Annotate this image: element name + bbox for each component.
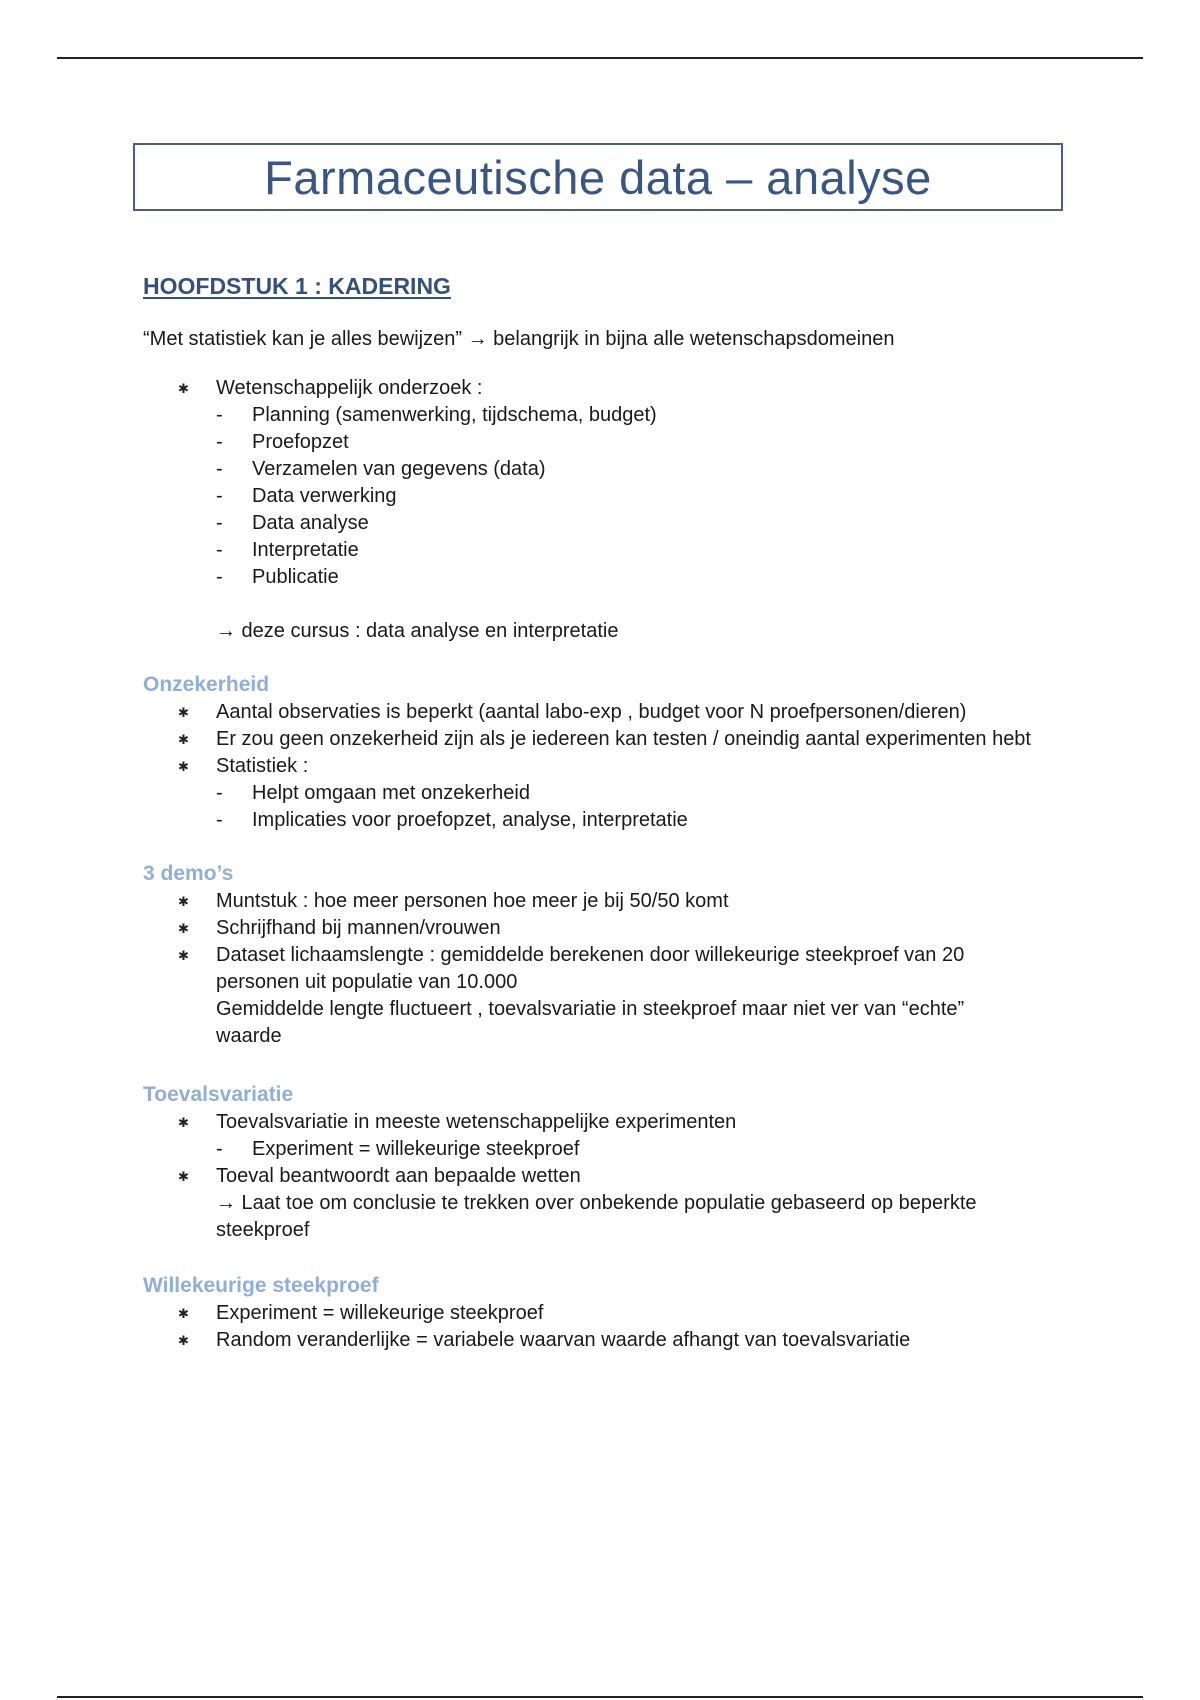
list-item [143,375,1073,591]
list-item [143,1109,1073,1163]
document-body [143,268,1073,1354]
list-item: - Data verwerking [216,483,1073,510]
demo-line: ✱ Dataset lichaamslengte : gemiddelde berekenen door willekeurige steekproef van 20 [216,944,965,966]
toeval-line: steekproef [216,1219,310,1241]
intro-text: “Met statistiek kan je alles bewijzen” → belangrijk in bijna alle wetenschapsdomeinen [143,328,895,350]
list-item: - Planning (samenwerking, tijdschema, budget) [216,402,1073,429]
page-top-rule [57,57,1143,59]
list-item: ✱ Schrijfhand bij mannen/vrouwen [143,915,1073,942]
research-list [143,375,1073,591]
section-heading-willekeurige-steekproef: Willekeurige steekproef [143,1274,379,1297]
list-item: ✱ Muntstuk : hoe meer personen hoe meer je bij 50/50 komt [143,888,1073,915]
section-heading-onzekerheid: Onzekerheid [143,673,270,696]
list-item: - Verzamelen van gegevens (data) [216,456,1073,483]
chapter-heading: HOOFDSTUK 1 : KADERING [143,273,451,299]
section-heading-toevalsvariatie: Toevalsvariatie [143,1083,294,1106]
list-item: - Proefopzet [216,429,1073,456]
document-title: Farmaceutische data – analyse [264,150,932,204]
list-item: ✱ Er zou geen onzekerheid zijn als je iedereen kan testen / oneindig aantal experimenten hebt [143,726,1073,753]
toeval-line: → Laat toe om conclusie te trekken over onbekende populatie gebaseerd op beperkte [216,1192,977,1214]
toeval-list [143,1109,1073,1244]
research-steps [216,402,1073,591]
list-item: - Implicaties voor proefopzet, analyse, interpretatie [216,807,1073,834]
list-item: ✱ Aantal observaties is beperkt (aantal labo-exp , budget voor N proefpersonen/dieren) [143,699,1073,726]
list-item: - Experiment = willekeurige steekproef [216,1136,1073,1163]
toeval-sublist [216,1136,1073,1163]
list-item: - Helpt omgaan met onzekerheid [216,780,1073,807]
page-bottom-rule [57,1696,1143,1698]
demo-line: waarde [216,1025,282,1047]
course-note: → deze cursus : data analyse en interpretatie [216,620,619,642]
research-label: Wetenschappelijk onderzoek : [216,377,483,399]
list-item [143,942,1073,1050]
list-item: ✱ Random veranderlijke = variabele waarvan waarde afhangt van toevalsvariatie [143,1327,1073,1354]
toeval-line: ✱ Toeval beantwoordt aan bepaalde wetten [216,1165,581,1187]
willekeurig-list [143,1300,1073,1354]
list-item: - Publicatie [216,564,1073,591]
statistiek-label: Statistiek : [216,755,309,777]
list-item: ✱ Experiment = willekeurige steekproef [143,1300,1073,1327]
demos-list [143,888,1073,1050]
statistiek-sublist [216,780,1073,834]
demo-line: Gemiddelde lengte fluctueert , toevalsvariatie in steekproef maar niet ver van “echte” [216,998,965,1020]
title-box [133,143,1063,211]
demo-line: personen uit populatie van 10.000 [216,971,518,993]
onzekerheid-list [143,699,1073,834]
list-item: - Interpretatie [216,537,1073,564]
list-item [143,753,1073,834]
list-item: - Data analyse [216,510,1073,537]
list-item [143,1163,1073,1244]
toeval-item-text: Toevalsvariatie in meeste wetenschappelijke experimenten [216,1111,737,1133]
section-heading-demos: 3 demo’s [143,862,234,885]
